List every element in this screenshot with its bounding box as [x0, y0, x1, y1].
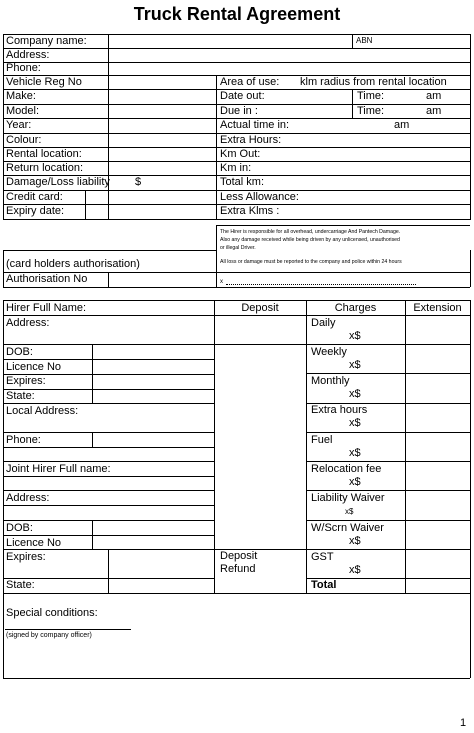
authorisation-no-label: Authorisation No: [6, 273, 88, 285]
charge-extra-hours-label: Extra hours: [311, 404, 368, 416]
charges-header: Charges: [334, 302, 377, 314]
charge-gst-label: GST: [311, 551, 334, 563]
total-km-label: Total km:: [220, 176, 265, 188]
hirer-state-label: State:: [6, 390, 35, 402]
joint-hirer-label: Joint Hirer Full name:: [6, 463, 111, 475]
am-label-2: am: [426, 105, 442, 117]
hirer-expires-label: Expires:: [6, 375, 46, 387]
hirer-phone-label: Phone:: [6, 434, 41, 446]
expiry-date-label: Expiry date:: [6, 205, 65, 217]
charge-monthly-amount: x$: [349, 388, 361, 400]
page-number: 1: [460, 717, 467, 729]
hirer-full-name-label: Hirer Full Name:: [6, 302, 87, 314]
charge-fuel-label: Fuel: [311, 434, 333, 446]
less-allowance-label: Less Allowance:: [220, 191, 299, 203]
model-label: Model:: [6, 105, 40, 117]
time-label-2: Time:: [357, 105, 385, 117]
charge-wscrn-waiver-amount: x$: [349, 535, 361, 547]
charge-fuel-amount: x$: [349, 447, 361, 459]
abn-label: ABN: [356, 36, 373, 45]
credit-card-label: Credit card:: [6, 191, 63, 203]
time-label-1: Time:: [357, 90, 385, 102]
year-label: Year:: [6, 119, 32, 131]
charge-extra-hours-amount: x$: [349, 417, 361, 429]
extra-hours-label: Extra Hours:: [220, 134, 282, 146]
damage-liability-label: Damage/Loss liability: [6, 176, 110, 188]
deposit-refund-line-1: Deposit: [220, 550, 258, 562]
charge-liability-waiver-amount: x$: [345, 507, 354, 516]
phone-label: Phone:: [6, 62, 41, 74]
deposit-refund-line-2: Refund: [220, 563, 256, 575]
joint-state-label: State:: [6, 579, 35, 591]
rental-location-label: Rental location:: [6, 148, 82, 160]
signed-by-officer-label: (signed by company officer): [6, 632, 92, 639]
local-address-label: Local Address:: [6, 405, 79, 417]
km-in-label: Km in:: [220, 162, 252, 174]
damage-dollar-sign: $: [135, 176, 142, 188]
due-in-label: Due in :: [220, 105, 258, 117]
charge-total-label: Total: [311, 579, 337, 591]
card-holders-authorisation-label: (card holders authorisation): [6, 258, 140, 270]
date-out-label: Date out:: [220, 90, 265, 102]
joint-dob-label: DOB:: [6, 522, 33, 534]
charge-weekly-amount: x$: [349, 359, 361, 371]
signature-x-mark: x: [220, 279, 223, 285]
deposit-header: Deposit: [241, 302, 279, 314]
extension-header: Extension: [413, 302, 462, 314]
km-out-label: Km Out:: [220, 148, 261, 160]
terms-line-1: The Hirer is responsible for all overhead, undercarriage And Pantech Damage.: [220, 229, 401, 235]
colour-label: Colour:: [6, 134, 42, 146]
area-of-use-label: Area of use:: [220, 76, 280, 88]
charge-relocation-amount: x$: [349, 476, 361, 488]
charge-monthly-label: Monthly: [311, 375, 350, 387]
document-title: Truck Rental Agreement: [133, 4, 341, 24]
hirer-address-label: Address:: [6, 317, 50, 329]
joint-licence-label: Licence No: [6, 537, 62, 549]
charge-liability-waiver-label: Liability Waiver: [311, 492, 385, 504]
joint-expires-label: Expires:: [6, 551, 46, 563]
klm-radius-label: klm radius from rental location: [300, 76, 447, 88]
extra-klms-label: Extra Klms :: [220, 205, 280, 217]
hirer-dob-label: DOB:: [6, 346, 33, 358]
vehicle-reg-label: Vehicle Reg No: [6, 76, 82, 88]
terms-line-4: All loss or damage must be reported to the company and police within 24 hours: [220, 259, 402, 265]
company-name-label: Company name:: [6, 35, 87, 47]
charge-gst-amount: x$: [349, 564, 361, 576]
charge-wscrn-waiver-label: W/Scrn Waiver: [311, 522, 384, 534]
signature-line[interactable]: [226, 284, 416, 285]
charge-relocation-label: Relocation fee: [311, 463, 382, 475]
charge-daily-amount: x$: [349, 330, 361, 342]
address-label: Address:: [6, 49, 50, 61]
charge-weekly-label: Weekly: [311, 346, 347, 358]
am-label-3: am: [394, 119, 410, 131]
terms-line-3: or illegal Driver.: [220, 245, 256, 251]
terms-line-2: Also any damage received while being driven by any unlicensed, unauthorised: [220, 237, 400, 243]
make-label: Make:: [6, 90, 36, 102]
hirer-licence-label: Licence No: [6, 361, 62, 373]
joint-address-label: Address:: [6, 492, 50, 504]
am-label-1: am: [426, 90, 442, 102]
charge-daily-label: Daily: [311, 317, 336, 329]
special-conditions-label: Special conditions:: [6, 607, 98, 619]
actual-time-in-label: Actual time in:: [220, 119, 290, 131]
return-location-label: Return location:: [6, 162, 84, 174]
